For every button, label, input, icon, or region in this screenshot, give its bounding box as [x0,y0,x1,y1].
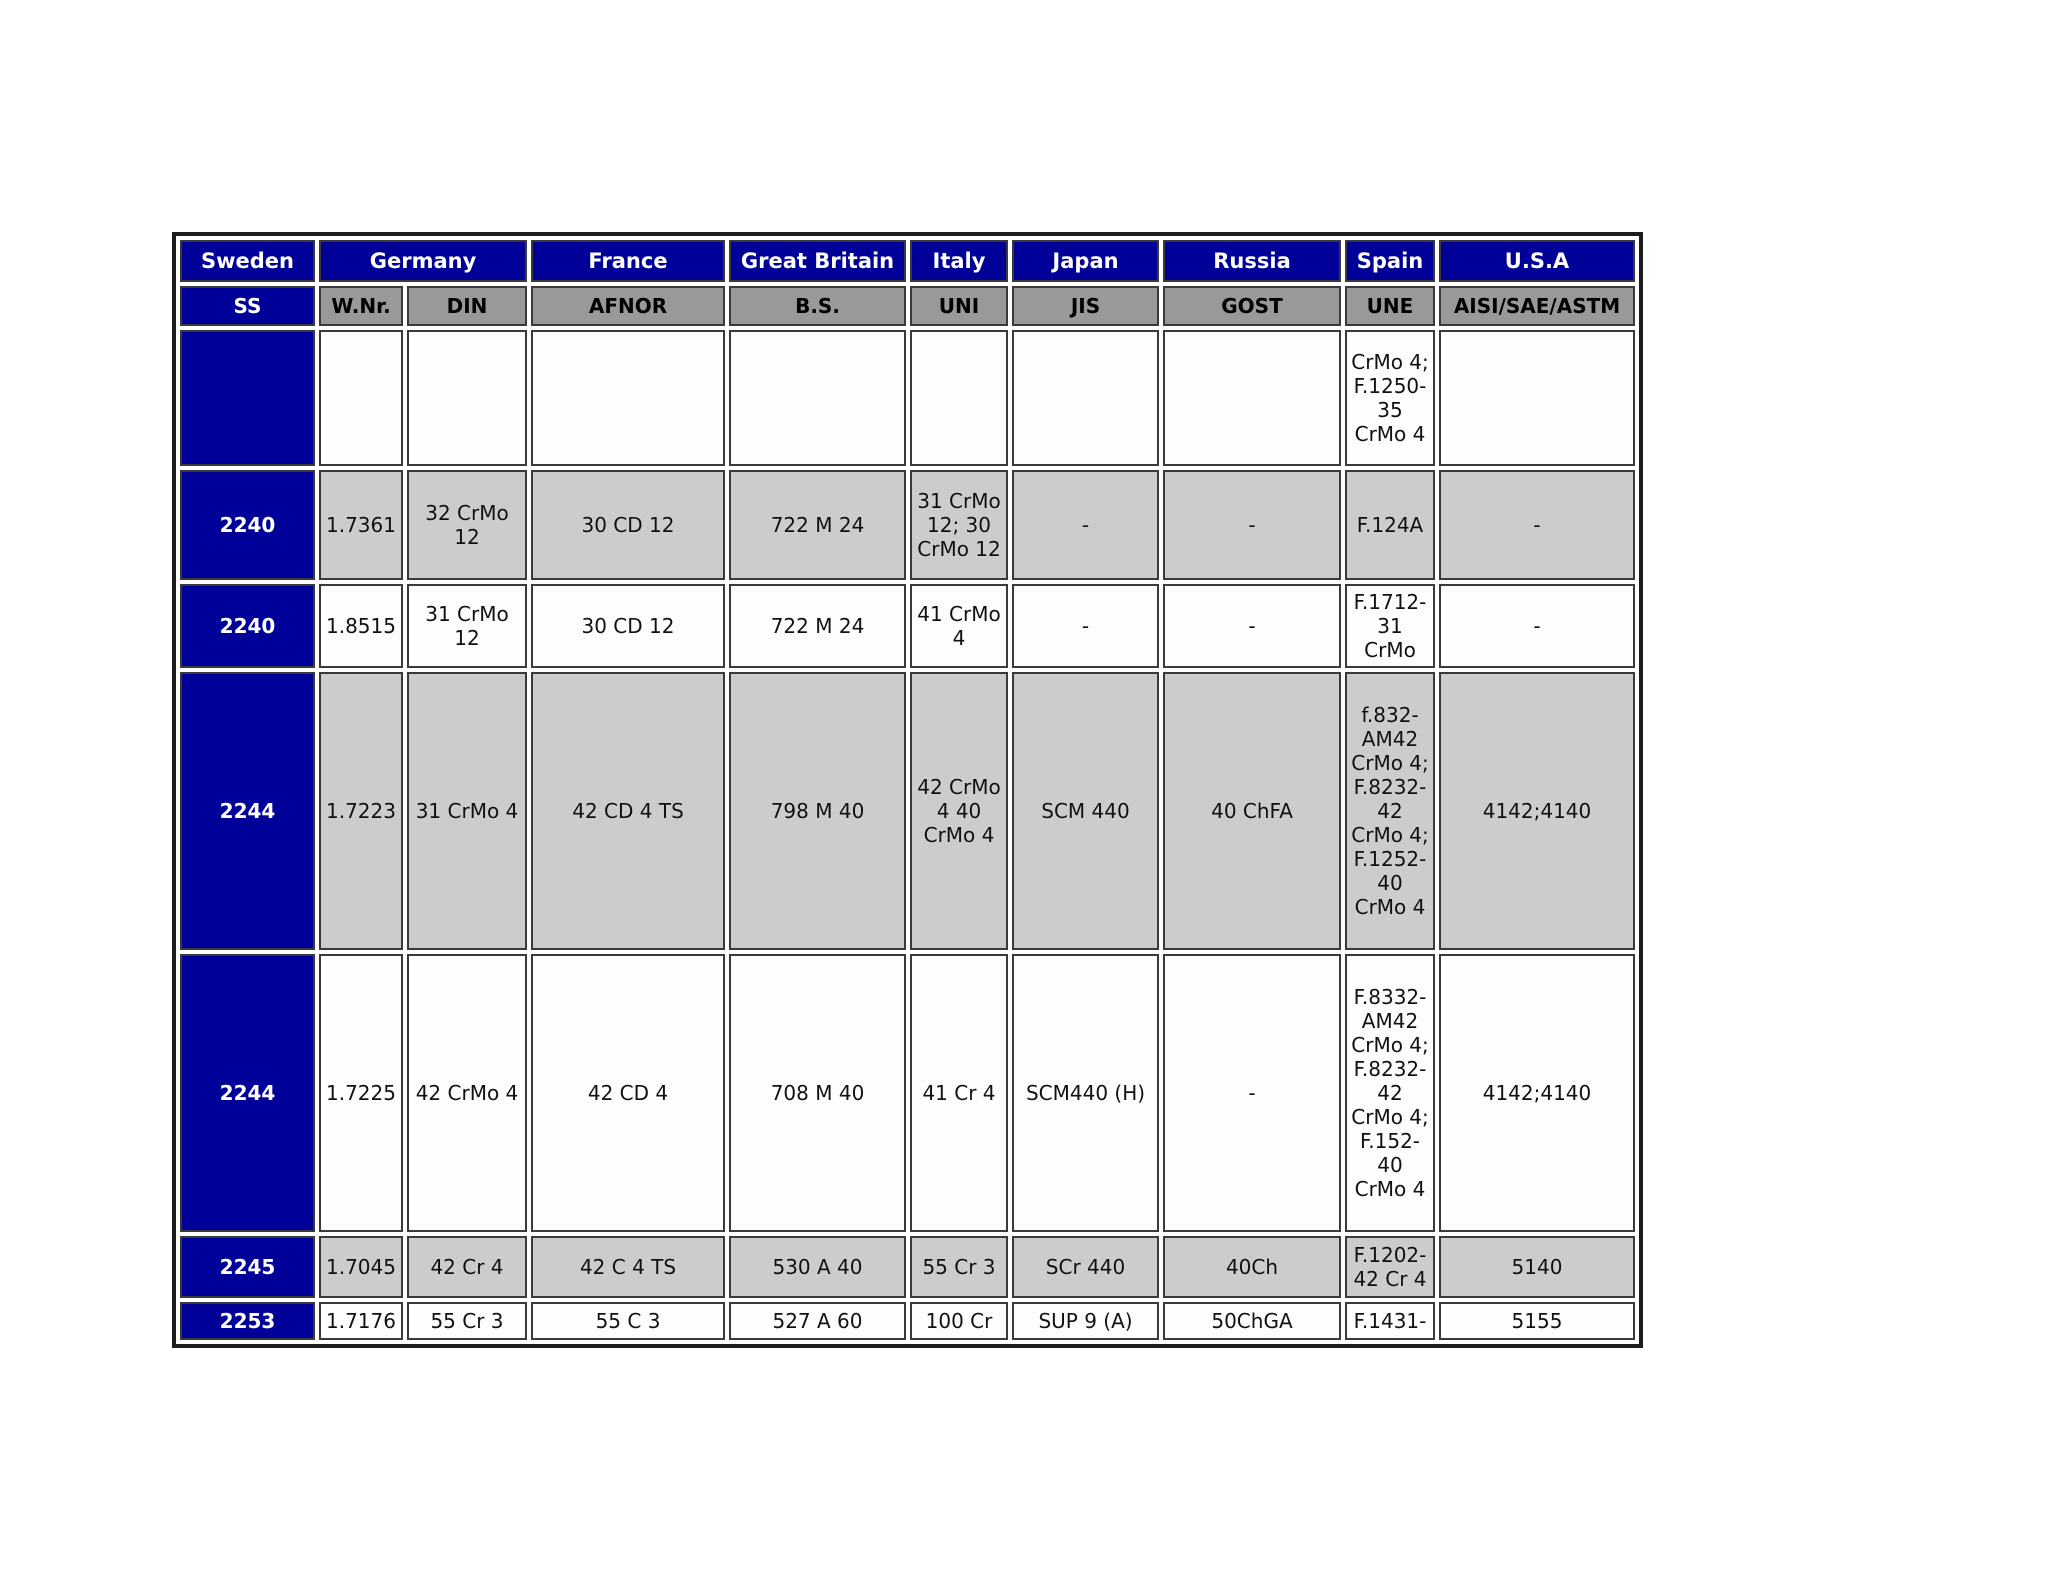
country-header-row [180,240,1635,282]
cell-une: F.1431- [1345,1302,1435,1340]
cell-wnr: 1.7176 [319,1302,403,1340]
country-header-france: France [531,240,725,282]
standard-header-aisi: AISI/SAE/ASTM [1439,286,1635,326]
cell-gost: 40Ch [1163,1236,1341,1298]
cell-din: 42 CrMo 4 [407,954,527,1232]
cell-din: 31 CrMo 12 [407,584,527,668]
cell-wnr: 1.7361 [319,470,403,580]
cell-jis: SCr 440 [1012,1236,1159,1298]
table-row [180,470,1635,580]
cell-gost: 50ChGA [1163,1302,1341,1340]
cell-aisi: 4142;4140 [1439,672,1635,950]
cell-ss: 2253 [180,1302,315,1340]
cell-afnor: 42 CD 4 TS [531,672,725,950]
cell-din: 32 CrMo 12 [407,470,527,580]
standard-header-row [180,286,1635,326]
cell-din [407,330,527,466]
cell-bs: 527 A 60 [729,1302,906,1340]
standard-header-jis: JIS [1012,286,1159,326]
cell-bs: 798 M 40 [729,672,906,950]
cell-din: 42 Cr 4 [407,1236,527,1298]
cell-aisi [1439,330,1635,466]
cell-bs: 530 A 40 [729,1236,906,1298]
cell-jis: SUP 9 (A) [1012,1302,1159,1340]
cell-uni [910,330,1008,466]
cell-wnr: 1.7223 [319,672,403,950]
cell-wnr [319,330,403,466]
cell-afnor: 42 C 4 TS [531,1236,725,1298]
table-row [180,954,1635,1232]
cell-afnor: 42 CD 4 [531,954,725,1232]
cell-bs: 708 M 40 [729,954,906,1232]
cell-wnr: 1.7045 [319,1236,403,1298]
cell-wnr: 1.7225 [319,954,403,1232]
cell-bs: 722 M 24 [729,470,906,580]
table-row [180,330,1635,466]
cell-ss [180,330,315,466]
cell-gost: - [1163,470,1341,580]
cell-afnor: 30 CD 12 [531,584,725,668]
standard-header-wnr: W.Nr. [319,286,403,326]
cell-uni: 41 Cr 4 [910,954,1008,1232]
cell-gost: 40 ChFA [1163,672,1341,950]
standard-header-afnor: AFNOR [531,286,725,326]
cell-uni: 100 Cr [910,1302,1008,1340]
cell-jis: - [1012,470,1159,580]
cell-jis: SCM 440 [1012,672,1159,950]
standard-header-ss: SS [180,286,315,326]
cell-wnr: 1.8515 [319,584,403,668]
country-header-great-britain: Great Britain [729,240,906,282]
cell-une: f.832-AM42 CrMo 4; F.8232-42 CrMo 4; F.1252-40 CrMo 4 [1345,672,1435,950]
cell-uni: 31 CrMo 12; 30 CrMo 12 [910,470,1008,580]
cell-une: F.8332-AM42 CrMo 4; F.8232-42 CrMo 4; F.152-40 CrMo 4 [1345,954,1435,1232]
cell-une: F.1202-42 Cr 4 [1345,1236,1435,1298]
cell-aisi: 5155 [1439,1302,1635,1340]
cell-gost: - [1163,584,1341,668]
cell-bs: 722 M 24 [729,584,906,668]
standard-header-gost: GOST [1163,286,1341,326]
country-header-japan: Japan [1012,240,1159,282]
cell-uni: 55 Cr 3 [910,1236,1008,1298]
cell-jis: SCM440 (H) [1012,954,1159,1232]
standard-header-uni: UNI [910,286,1008,326]
country-header-germany: Germany [319,240,527,282]
cell-din: 31 CrMo 4 [407,672,527,950]
cell-afnor: 30 CD 12 [531,470,725,580]
cell-ss: 2240 [180,470,315,580]
cell-afnor: 55 C 3 [531,1302,725,1340]
cell-aisi: - [1439,584,1635,668]
cell-bs [729,330,906,466]
cell-uni: 41 CrMo 4 [910,584,1008,668]
cell-gost: - [1163,954,1341,1232]
country-header-italy: Italy [910,240,1008,282]
cell-ss: 2245 [180,1236,315,1298]
country-header-sweden: Sweden [180,240,315,282]
table-row [180,1302,1635,1340]
standard-header-din: DIN [407,286,527,326]
cell-ss: 2244 [180,954,315,1232]
cell-gost [1163,330,1341,466]
table-row [180,1236,1635,1298]
cell-aisi: - [1439,470,1635,580]
country-header-russia: Russia [1163,240,1341,282]
cell-afnor [531,330,725,466]
table-row [180,584,1635,668]
cell-aisi: 4142;4140 [1439,954,1635,1232]
cell-jis: - [1012,584,1159,668]
steel-equivalents-table [172,232,1643,1348]
cell-une: F.124A [1345,470,1435,580]
cell-une: F.1712-31 CrMo [1345,584,1435,668]
cell-jis [1012,330,1159,466]
country-header-usa: U.S.A [1439,240,1635,282]
cell-une: CrMo 4; F.1250-35 CrMo 4 [1345,330,1435,466]
cell-ss: 2244 [180,672,315,950]
standard-header-une: UNE [1345,286,1435,326]
cell-aisi: 5140 [1439,1236,1635,1298]
cell-uni: 42 CrMo 4 40 CrMo 4 [910,672,1008,950]
cell-din: 55 Cr 3 [407,1302,527,1340]
table-row [180,672,1635,950]
cell-ss: 2240 [180,584,315,668]
standard-header-bs: B.S. [729,286,906,326]
country-header-spain: Spain [1345,240,1435,282]
